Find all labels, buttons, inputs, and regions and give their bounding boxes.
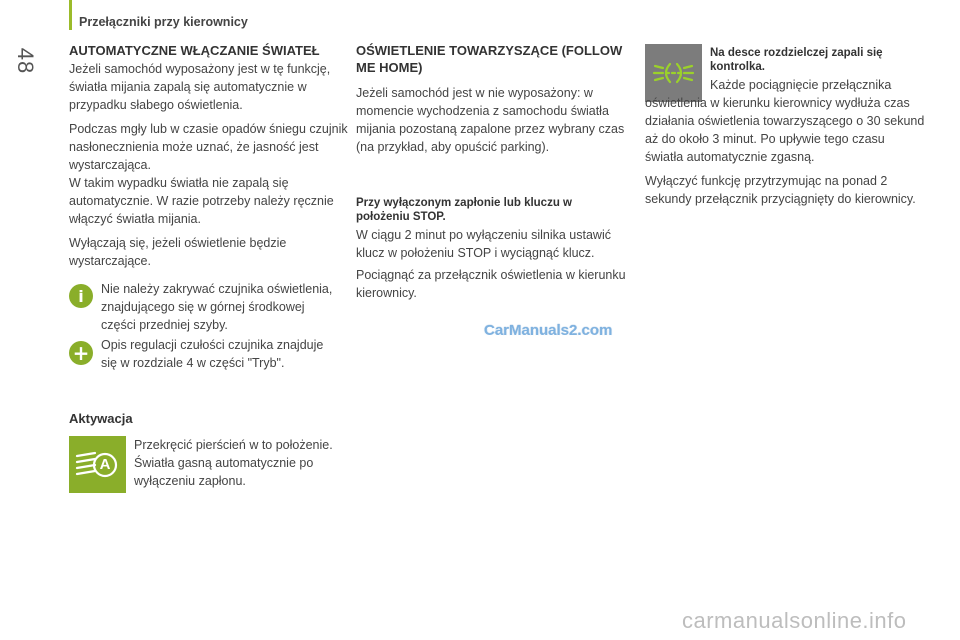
col1-paragraph-3: Wyłączają się, jeżeli oświetlenie będzie wystarczające. — [69, 236, 287, 268]
col3-paragraph-1: Każde pociągnięcie przełącznika oświetlenia w kierunku kierownicy wydłuża czas działania oświetlenia towarzyszącego o 30 sekund aż do około 3 minut. Po upływie tego czasu światła automatycznie zgasną. — [645, 78, 925, 164]
auto-lights-icon — [69, 436, 126, 493]
auto-lights-icon-letter: A — [99, 456, 111, 473]
info-icon-glyph: i — [78, 286, 84, 306]
col1-paragraph-1: Jeżeli samochód wyposażony jest w tę funkcję, światła mijania zapalą się automatycznie w przypadku słabego oświetlenia. — [69, 62, 331, 112]
info-note-text: Nie należy zakrywać czujnika oświetlenia, znajdującego się w górnej środkowej części przedniej szyby. — [101, 282, 333, 332]
header-accent-bar — [69, 0, 72, 30]
col3-paragraph-2: Wyłączyć funkcję przytrzymując na ponad 2 sekundy przełącznik przyciągnięty do kierownicy. — [645, 174, 916, 206]
watermark-site: carmanualsonline.info — [682, 608, 907, 633]
col2-paragraph-2: W ciągu 2 minut po wyłączeniu silnika ustawić klucz w położeniu STOP i wyciągnąć klucz. — [356, 228, 611, 260]
col2-subheading: Przy wyłączonym zapłonie lub kluczu w położeniu STOP. — [356, 197, 572, 223]
col3-heading-wrap — [710, 46, 925, 74]
watermark-carmanuals: CarManuals2.com — [484, 322, 613, 339]
info-icon — [69, 284, 93, 308]
activation-heading-wrap — [69, 410, 133, 427]
col1-body — [69, 60, 349, 270]
col2-body-2 — [356, 226, 630, 302]
col1-paragraph-2b: W takim wypadku światła nie zapalą się automatycznie. W razie potrzeby należy ręcznie włączyć światła mijania. — [69, 176, 334, 226]
activation-text: Przekręcić pierścień w to położenie. Światła gasną automatycznie po wyłączeniu zapłonu. — [134, 438, 333, 488]
col1-paragraph-2a: Podczas mgły lub w czasie opadów śniegu czujnik nasłonecznienia może uznać, że jasność jest wystarczająca. — [69, 122, 348, 172]
activation-heading: Aktywacja — [69, 411, 133, 426]
col2-body — [356, 84, 628, 156]
col3-heading: Na desce rozdzielczej zapali się kontrolka. — [710, 47, 883, 73]
page-number: 48 — [13, 47, 38, 75]
plus-icon-glyph: + — [72, 341, 90, 365]
col2-subheading-wrap — [356, 196, 628, 224]
info-note — [101, 280, 341, 334]
col2-paragraph-1: Jeżeli samochód jest w nie wyposażony: w momencie wychodzenia z samochodu światła mijania pozostaną zapalone przez wybrany czas (na przykład, aby opuścić parking). — [356, 86, 625, 154]
plus-icon — [69, 341, 93, 365]
col2-paragraph-3: Pociągnąć za przełącznik oświetlenia w kierunku kierownicy. — [356, 268, 626, 300]
activation-body — [134, 436, 334, 490]
col1-heading: AUTOMATYCZNE WŁĄCZANIE ŚWIATEŁ — [69, 43, 320, 58]
plus-note-text: Opis regulacji czułości czujnika znajduje się w rozdziale 4 w części "Tryb". — [101, 338, 324, 370]
col2-heading-wrap — [356, 42, 626, 76]
col3-body — [645, 76, 925, 208]
col2-heading: OŚWIETLENIE TOWARZYSZĄCE (FOLLOW ME HOME) — [356, 43, 623, 75]
plus-note — [101, 336, 341, 372]
col1-heading-wrap — [69, 42, 349, 59]
section-title: Przełączniki przy kierownicy — [79, 15, 248, 29]
